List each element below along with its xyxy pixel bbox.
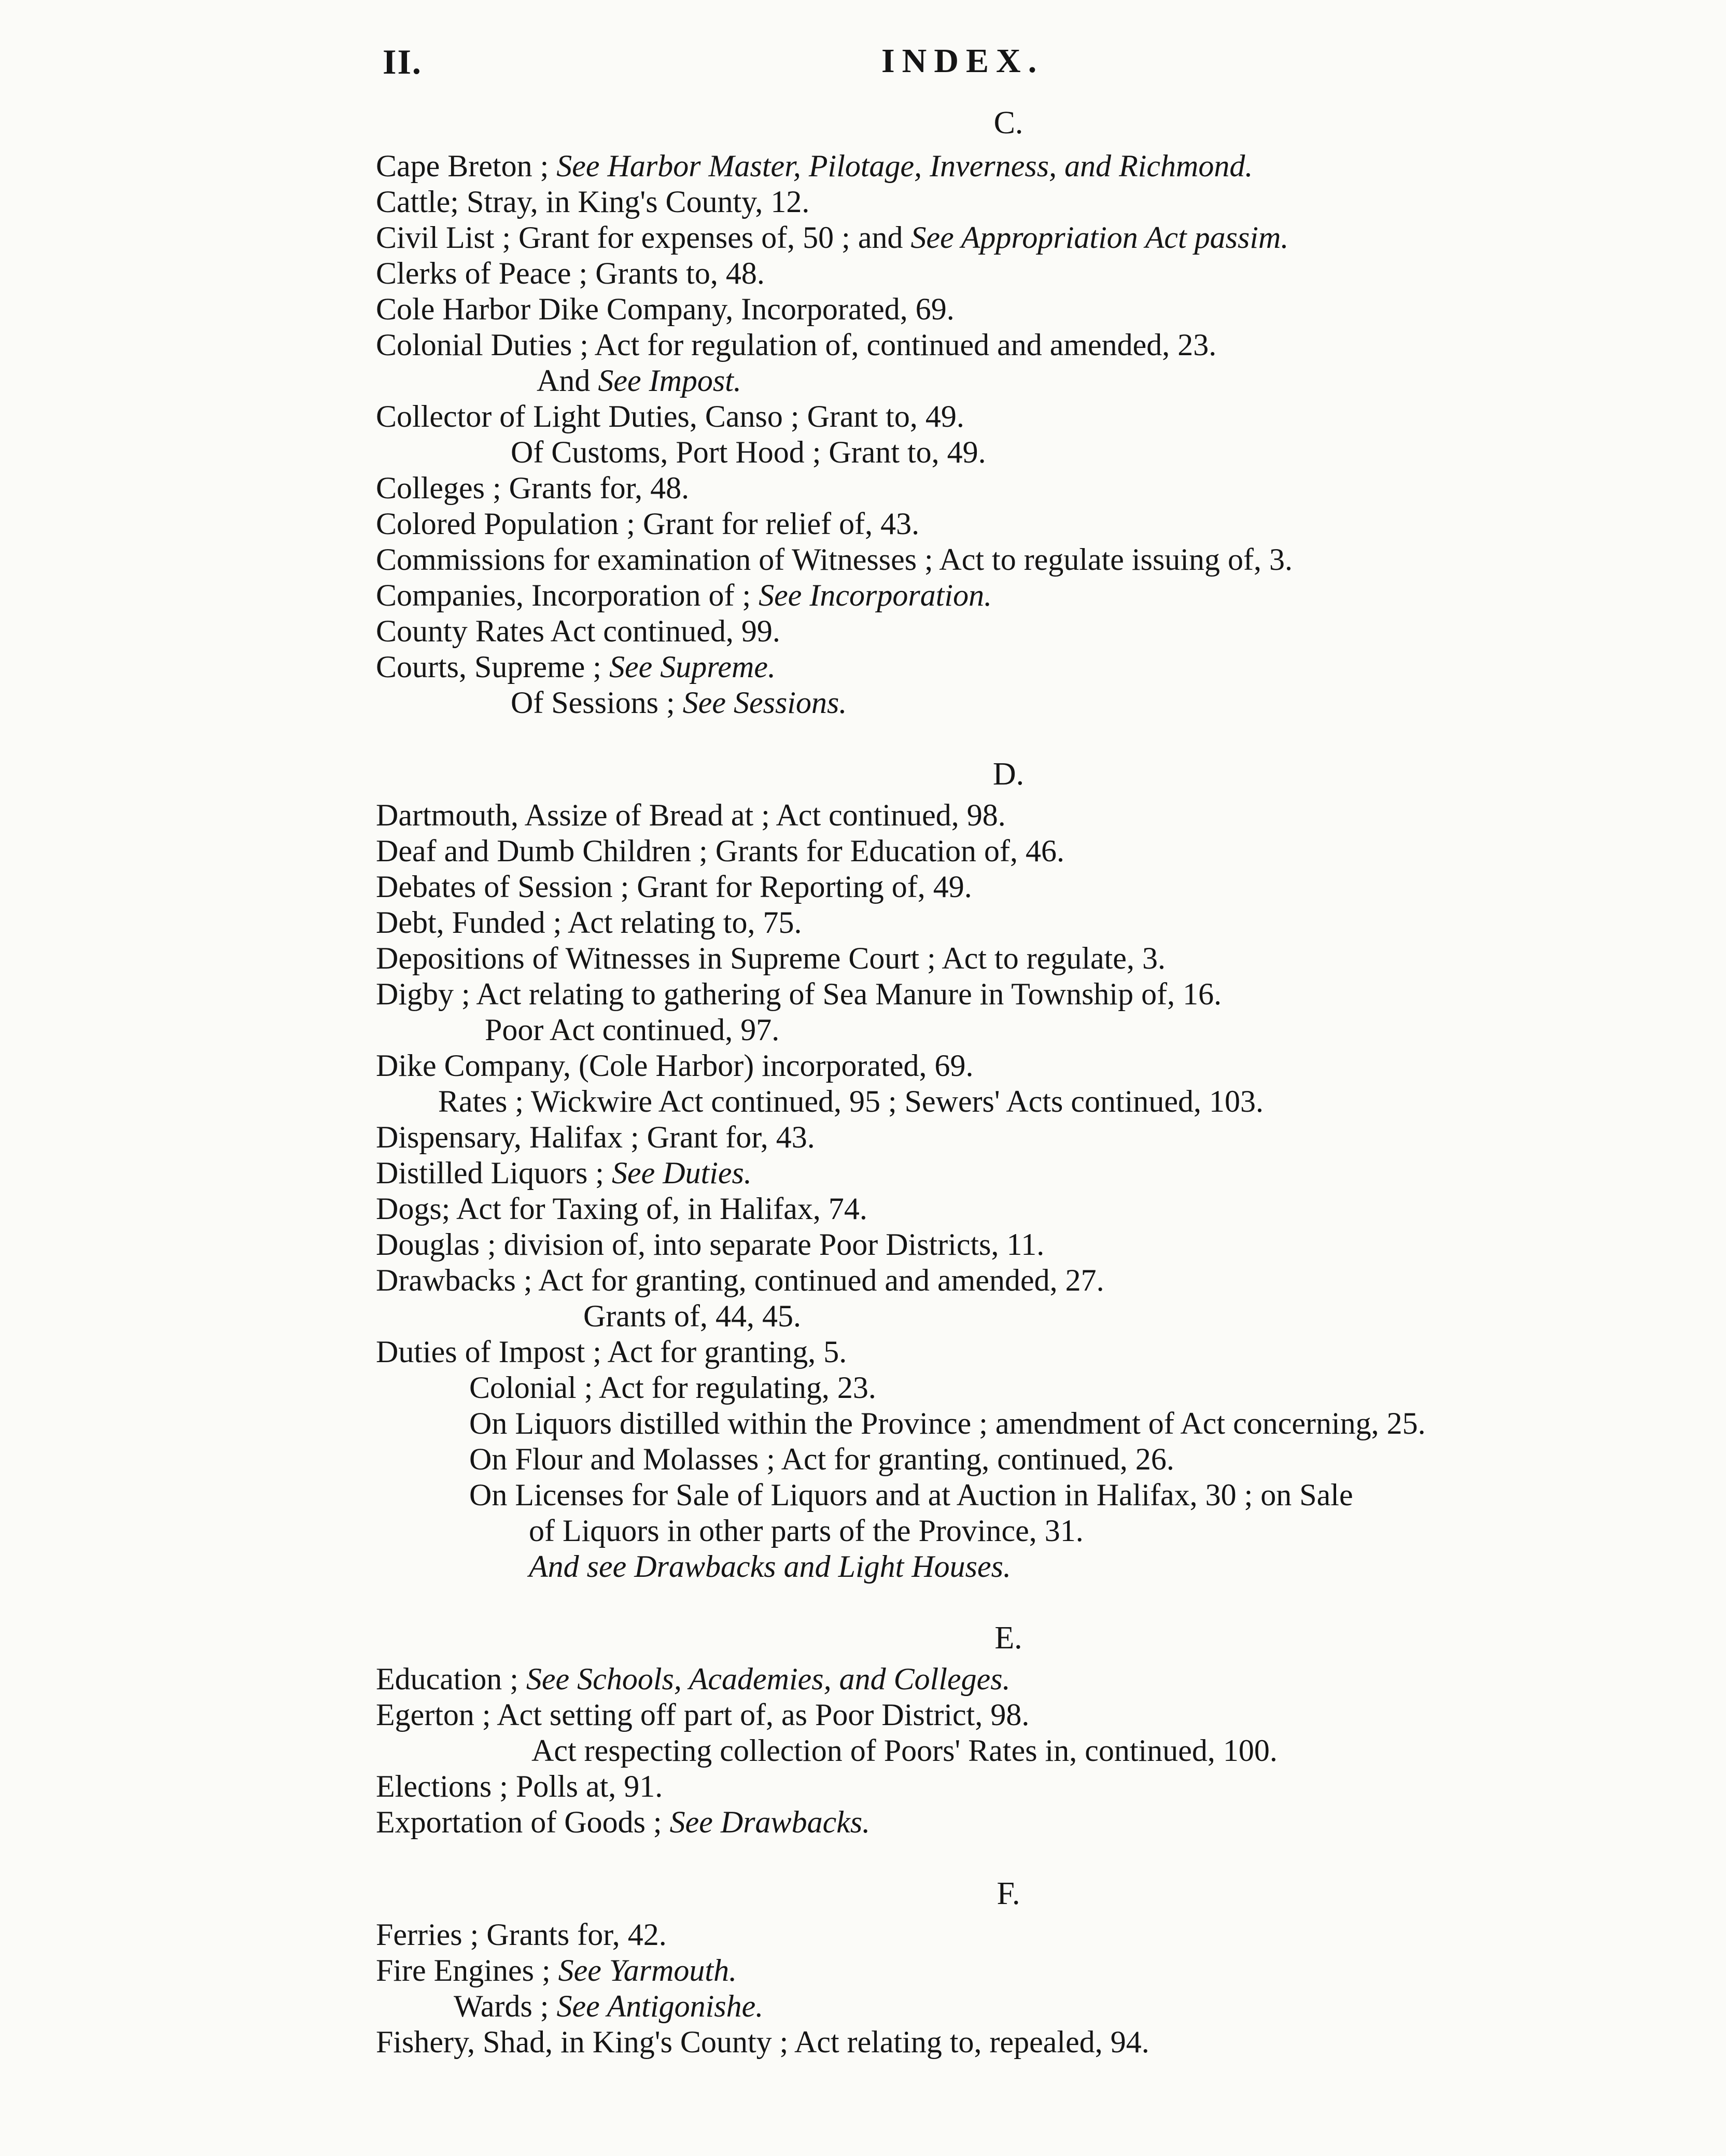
- page-number: II.: [383, 42, 422, 81]
- index-entry: Cole Harbor Dike Company, Incorporated, 69.: [376, 292, 955, 326]
- index-entry: Debates of Session ; Grant for Reporting of, 49.: [376, 870, 972, 904]
- index-subentry: Of Customs, Port Hood ; Grant to, 49.: [511, 435, 986, 469]
- index-subentry: On Licenses for Sale of Liquors and at Auction in Halifax, 30 ; on Sale: [469, 1478, 1353, 1512]
- index-entry: Colonial Duties ; Act for regulation of, continued and amended, 23.: [376, 328, 1217, 362]
- index-entry: Colored Population ; Grant for relief of, 43.: [376, 507, 920, 541]
- index-entry: Commissions for examination of Witnesses ; Act to regulate issuing of, 3.: [376, 542, 1293, 577]
- section-letter-c: C.: [993, 105, 1023, 141]
- index-entry: Companies, Incorporation of ; See Incorporation.: [376, 578, 992, 612]
- index-subentry: Rates ; Wickwire Act continued, 95 ; Sewers' Acts continued, 103.: [438, 1084, 1264, 1118]
- index-entry: Exportation of Goods ; See Drawbacks.: [376, 1805, 871, 1839]
- index-entry: Elections ; Polls at, 91.: [376, 1769, 663, 1803]
- index-entry: County Rates Act continued, 99.: [376, 614, 780, 648]
- index-entry: Dike Company, (Cole Harbor) incorporated, 69.: [376, 1048, 974, 1083]
- index-entry: Collector of Light Duties, Canso ; Grant to, 49.: [376, 399, 964, 433]
- index-subentry: On Flour and Molasses ; Act for granting, continued, 26.: [469, 1442, 1174, 1476]
- section-letter-f: F.: [997, 1876, 1020, 1911]
- index-entry: Depositions of Witnesses in Supreme Court ; Act to regulate, 3.: [376, 941, 1166, 975]
- index-entry: Drawbacks ; Act for granting, continued and amended, 27.: [376, 1263, 1104, 1297]
- index-entry: Egerton ; Act setting off part of, as Poor District, 98.: [376, 1698, 1030, 1732]
- index-subentry: Of Sessions ; See Sessions.: [511, 685, 847, 720]
- index-entry: Duties of Impost ; Act for granting, 5.: [376, 1335, 847, 1369]
- index-subentry: Colonial ; Act for regulating, 23.: [469, 1370, 876, 1405]
- index-entry: Fire Engines ; See Yarmouth.: [376, 1953, 737, 1987]
- index-entry: Dispensary, Halifax ; Grant for, 43.: [376, 1120, 815, 1154]
- index-entry: Education ; See Schools, Academies, and Colleges.: [376, 1662, 1011, 1696]
- index-entry: Debt, Funded ; Act relating to, 75.: [376, 905, 802, 940]
- index-entry: Civil List ; Grant for expenses of, 50 ; and See Appropriation Act passim.: [376, 220, 1289, 255]
- index-subentry: Wards ; See Antigonishe.: [454, 1989, 764, 2023]
- index-content: [376, 97, 1599, 2060]
- index-subentry-continuation: of Liquors in other parts of the Province, 31.: [529, 1514, 1084, 1548]
- index-subentry-crossref: And see Drawbacks and Light Houses.: [529, 1549, 1011, 1584]
- index-entry: Ferries ; Grants for, 42.: [376, 1917, 667, 1952]
- index-entry: Colleges ; Grants for, 48.: [376, 471, 690, 505]
- index-entry: Cape Breton ; See Harbor Master, Pilotage, Inverness, and Richmond.: [376, 149, 1253, 183]
- index-subentry: On Liquors distilled within the Province ; amendment of Act concerning, 25.: [469, 1406, 1426, 1440]
- index-subentry: Poor Act continued, 97.: [485, 1013, 780, 1047]
- index-entry: Fishery, Shad, in King's County ; Act relating to, repealed, 94.: [376, 2025, 1149, 2059]
- index-entry: Distilled Liquors ; See Duties.: [376, 1156, 752, 1190]
- page-title: INDEX.: [881, 42, 1044, 80]
- index-entry: Digby ; Act relating to gathering of Sea Manure in Township of, 16.: [376, 977, 1222, 1011]
- index-entry: Dartmouth, Assize of Bread at ; Act continued, 98.: [376, 798, 1006, 832]
- index-subentry: Act respecting collection of Poors' Rates in, continued, 100.: [531, 1733, 1278, 1768]
- index-subentry: Grants of, 44, 45.: [583, 1299, 801, 1333]
- index-entry: Douglas ; division of, into separate Poor Districts, 11.: [376, 1227, 1045, 1262]
- index-entry: Dogs; Act for Taxing of, in Halifax, 74.: [376, 1192, 867, 1226]
- index-entry: Deaf and Dumb Children ; Grants for Education of, 46.: [376, 834, 1064, 868]
- section-letter-e: E.: [994, 1620, 1022, 1656]
- page-header: [0, 41, 1726, 93]
- section-letter-d: D.: [992, 757, 1025, 792]
- index-entry: Courts, Supreme ; See Supreme.: [376, 650, 776, 684]
- index-subentry: And See Impost.: [537, 363, 741, 398]
- index-entry: Clerks of Peace ; Grants to, 48.: [376, 256, 765, 290]
- index-entry: Cattle; Stray, in King's County, 12.: [376, 185, 810, 219]
